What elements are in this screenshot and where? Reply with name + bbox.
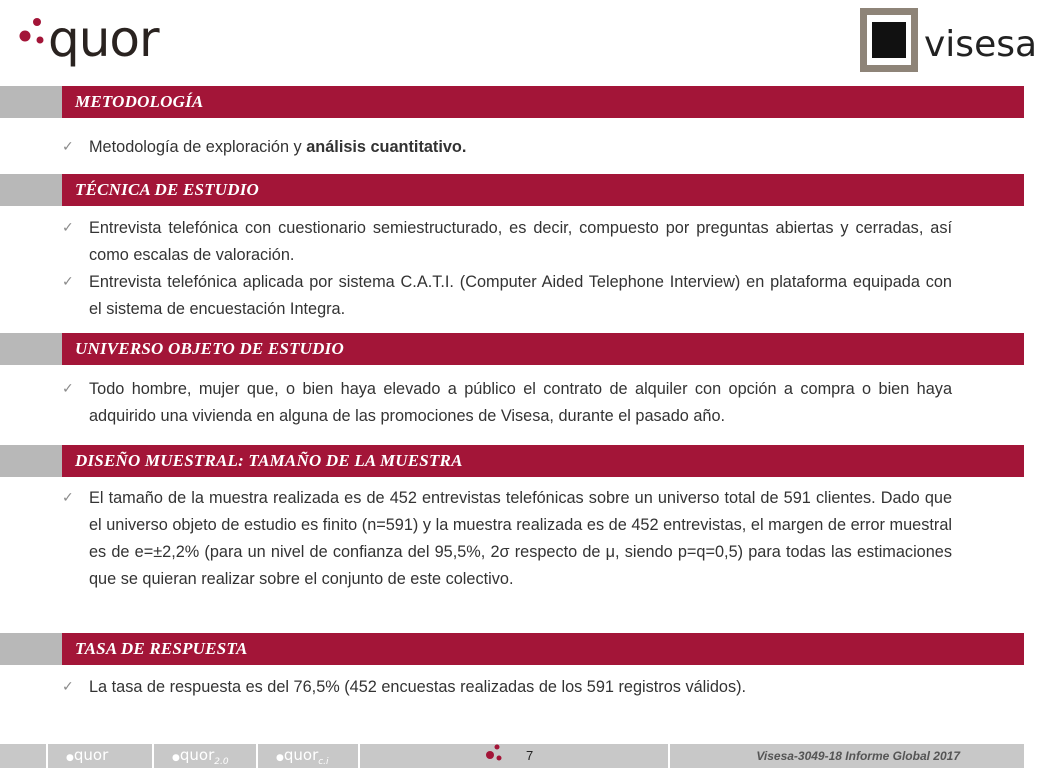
section-header-universo (0, 333, 1024, 365)
bullet-tecnica-1: ✓ Entrevista telefónica con cuestionario semiestructurado, es decir, compuesto por preguntas abiertas y cerradas, así como escalas de valoración. (62, 215, 952, 269)
report-title: Visesa-3049-18 Informe Global 2017 (756, 749, 960, 763)
footer-dots-icon (484, 742, 504, 768)
footer-bar (0, 744, 1024, 768)
visesa-logo-text: visesa (924, 24, 1037, 65)
section-header-metodologia (0, 86, 1024, 118)
bullet-tasa: ✓ La tasa de respuesta es del 76,5% (452 encuestas realizadas de los 591 registros válidos). (62, 674, 952, 701)
checkmark-icon: ✓ (62, 220, 74, 236)
section-title: TASA DE RESPUESTA (75, 639, 248, 658)
bullet-metodologia: ✓ Metodología de exploración y análisis cuantitativo. (62, 134, 952, 161)
page-number: 7 (526, 748, 534, 763)
section-header-tecnica (0, 174, 1024, 206)
bullet-universo: ✓ Todo hombre, mujer que, o bien haya elevado a público el contrato de alquiler con opción a compra o bien haya adquirido una vivienda en alguna de las promociones de Visesa, durante el pasado año. (62, 376, 952, 430)
checkmark-icon: ✓ (62, 139, 74, 155)
section-title: METODOLOGÍA (75, 92, 204, 111)
visesa-logo (860, 8, 1037, 76)
footer-quor-ci-logo: ●quor$_{c.i}$ (276, 746, 329, 767)
section-header-diseno (0, 445, 1024, 477)
section-title: UNIVERSO OBJETO DE ESTUDIO (75, 339, 344, 358)
checkmark-icon: ✓ (62, 274, 74, 290)
section-header-tasa (0, 633, 1024, 665)
section-title: DISEÑO MUESTRAL: TAMAÑO DE LA MUESTRA (75, 451, 463, 470)
section-title: TÉCNICA DE ESTUDIO (75, 180, 260, 199)
bullet-tecnica-2: ✓ Entrevista telefónica aplicada por sistema C.A.T.I. (Computer Aided Telephone Interview) en plataforma equipada con el sistema de encuestación Integra. (62, 269, 952, 323)
footer-quor-logo: ●quor (66, 746, 109, 764)
quor-logo (14, 10, 214, 74)
checkmark-icon: ✓ (62, 679, 74, 695)
checkmark-icon: ✓ (62, 381, 74, 397)
visesa-logo-square-icon (872, 22, 906, 58)
bullet-diseno: ✓ El tamaño de la muestra realizada es de 452 entrevistas telefónicas sobre un universo total de 591 clientes. Dado que el universo objeto de estudio es finito (n=591) y la muestra realizada es de 452 entrevistas, el margen de error muestral es de e=±2,2% (para un nivel de confianza del 95,5%, 2σ respecto de μ, siendo p=q=0,5) para todas las estimaciones que se quieran realizar sobre el conjunto de este colectivo. (62, 485, 952, 593)
quor-logo-text: quor (48, 10, 159, 68)
footer-quor-2-logo: ●quor$_{2.0}$ (172, 746, 229, 767)
checkmark-icon: ✓ (62, 490, 74, 506)
